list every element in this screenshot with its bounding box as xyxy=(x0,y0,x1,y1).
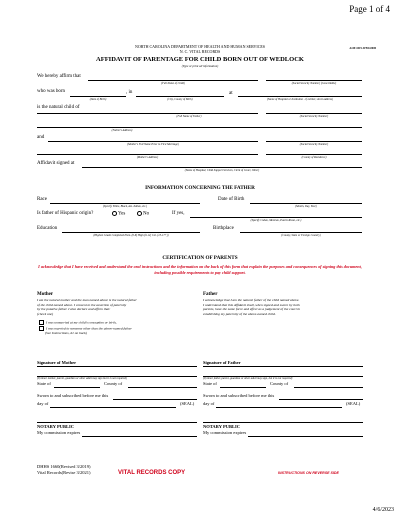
yes-radio-icon xyxy=(112,211,117,216)
father-sworn-label: Sworn to and subscribed before me this xyxy=(203,393,275,398)
caption-mother-name: (Mother's Full Name Prior to First Marriage) xyxy=(127,142,179,146)
mother-county-label: County of xyxy=(104,381,123,386)
affidavit-signed-at: Affidavit signed at xyxy=(37,161,75,166)
natural-child-of: is the natural child of xyxy=(37,105,80,110)
mother-sworn-field[interactable] xyxy=(113,399,197,400)
education-label: Education xyxy=(37,226,58,231)
certification-heading: CERTIFICATION OF PARENTS xyxy=(162,255,238,261)
caption-birthplace: (County, State or Foreign Country) xyxy=(281,233,321,237)
mother-option-married[interactable]: I was married to someone other than the above-named father (See Instructions, #1 on back) xyxy=(39,326,132,336)
mother-signature-label: Signature of Mother xyxy=(37,360,77,365)
mother-sworn-label: Sworn to and subscribed before me this xyxy=(37,393,109,398)
form-subtitle: (Type or print all information) xyxy=(181,64,219,68)
birthplace-label: Birthplace xyxy=(213,226,234,231)
no-radio-icon xyxy=(137,211,142,216)
caption-mother-ssn: (Social Security Number) xyxy=(299,142,329,146)
agency-line2: N. C. VITAL RECORDS xyxy=(179,49,221,54)
race-label: Race xyxy=(37,197,47,202)
mother-signature-field[interactable] xyxy=(37,366,197,367)
hispanic-no[interactable]: No xyxy=(137,211,149,217)
caption-father-name: (Full Name of Father) xyxy=(176,114,202,118)
agency-line1: NORTH CAROLINA DEPARTMENT OF HEALTH AND HUMAN SERVICES xyxy=(134,44,266,49)
caption-education: (Highest Grade Completed Elem. (0-8) High (9-12) Col. (13-17+)) xyxy=(93,233,169,237)
at-label: at xyxy=(229,91,233,96)
caption-child-name: (Full Name of Child) xyxy=(161,81,185,85)
caption-city: (City, County of Birth) xyxy=(167,97,193,101)
father-heading: Father xyxy=(203,292,218,297)
instructions-reverse: INSTRUCTIONS ON REVERSE SIDE xyxy=(278,471,339,475)
caption-signed-at: (Name of Hospital, Child Support Services, Clerk of Court, Other) xyxy=(184,168,260,172)
father-dob-label: Date of Birth xyxy=(218,197,245,202)
we-hereby-affirm: We hereby affirm that xyxy=(37,74,81,79)
caption-child-ssn: (Social Security Number) (Cancellable) xyxy=(291,81,337,85)
form-code: AOP-1019-WED-0000 xyxy=(349,47,376,50)
hispanic-yes[interactable]: Yes xyxy=(112,211,125,217)
father-day-of-label: day of xyxy=(203,401,215,406)
father-seal: (SEAL) xyxy=(346,401,361,406)
vital-records-revision: Vital Records(Revise 3/2021) xyxy=(37,470,91,475)
form-title: AFFIDAVIT OF PARENTAGE FOR CHILD BORN OUT OF WEDLOCK xyxy=(96,56,304,63)
mother-county-field[interactable] xyxy=(128,387,197,388)
caption-hispanic: (Specify Cuban, Mexican, Puerto Rican, etc.) xyxy=(250,218,302,222)
caption-race: (Specify White, Black, Am. Indian, etc.) xyxy=(102,204,148,208)
mother-state-label: State of xyxy=(37,381,51,386)
father-signature-field[interactable] xyxy=(203,366,363,367)
who-was-born: who was born xyxy=(37,89,66,94)
father-notary-signature[interactable] xyxy=(203,422,363,423)
and-label: and xyxy=(37,135,45,140)
if-yes-label: If yes, xyxy=(172,211,185,216)
father-commission-label: My commission expires xyxy=(203,430,247,435)
father-sig-caption: (If minor father, parent, guardian or other adult may sign, but it is not required) xyxy=(203,377,293,380)
father-county-label: County of xyxy=(270,381,289,386)
father-county-field[interactable] xyxy=(294,387,363,388)
father-state-field[interactable] xyxy=(220,387,266,388)
mother-commission-field[interactable] xyxy=(82,436,197,437)
caption-hospital: (Name of Hospital or Institution - if neither, street address) xyxy=(267,97,333,101)
mother-notary-signature[interactable] xyxy=(37,422,197,423)
caption-county-residence: (County of Residence) xyxy=(301,155,327,159)
mother-day-of-field[interactable] xyxy=(50,407,176,408)
caption-dob: (Date of Birth) xyxy=(89,97,107,101)
mother-sig-caption: (If minor mother, parent, guardian or other adult may sign but it is not required) xyxy=(37,377,127,380)
father-signature-label: Signature of Father xyxy=(203,360,241,365)
father-info-heading: INFORMATION CONCERNING THE FATHER xyxy=(145,185,255,191)
print-date: 4/6/2023 xyxy=(372,507,394,513)
mother-day-of-label: day of xyxy=(37,401,49,406)
comma-in: , in xyxy=(126,90,133,95)
form-number: DHHS 1660(Revised 3/2019) xyxy=(37,464,91,469)
mother-notary-label: NOTARY PUBLIC xyxy=(37,424,74,429)
father-notary-label: NOTARY PUBLIC xyxy=(203,424,240,429)
mother-seal: (SEAL) xyxy=(180,401,195,406)
caption-father-ssn: (Social Security Number) xyxy=(299,114,329,118)
father-statement: I acknowledge that I am the natural father of the child named above. I understand that this Affidavit shall, when signed and sworn by both parents, have the same force and effect as a judgement of the court in establishing my paternity of the above-named child. xyxy=(203,298,301,316)
mother-commission-label: My commission expires xyxy=(37,430,81,435)
caption-father-address: (Father's Address) xyxy=(111,128,133,132)
certification-statement: I acknowledge that I have received and understand the oral instructions and the information on the back of this form that explain the purposes and consequences of signing this document, including possible requirements to pay child support. xyxy=(38,264,362,275)
father-day-of-field[interactable] xyxy=(216,407,342,408)
vital-records-copy: VITAL RECORDS COPY xyxy=(118,470,186,476)
page-number: Page 1 of 4 xyxy=(349,4,390,14)
father-sworn-field[interactable] xyxy=(279,399,363,400)
father-state-label: State of xyxy=(203,381,217,386)
checkbox-icon xyxy=(39,326,44,331)
mother-statement: I am the natural mother and the man named above is the natural father of the child named above. I consent to the assertion of paternity by the putative father. I also declare and affirm that: (check one) xyxy=(37,298,137,316)
mother-option-unmarried[interactable]: I was unmarried at my child's conception or birth, xyxy=(39,320,116,325)
caption-mother-address: (Mother's Address) xyxy=(136,155,159,159)
checkbox-icon xyxy=(39,320,44,325)
mother-state-field[interactable] xyxy=(54,387,100,388)
hispanic-question: Is father of Hispanic origin? xyxy=(37,211,94,216)
father-commission-field[interactable] xyxy=(248,436,363,437)
mother-heading: Mother xyxy=(37,292,54,297)
caption-father-dob: (Month, Day, Year) xyxy=(295,204,317,208)
